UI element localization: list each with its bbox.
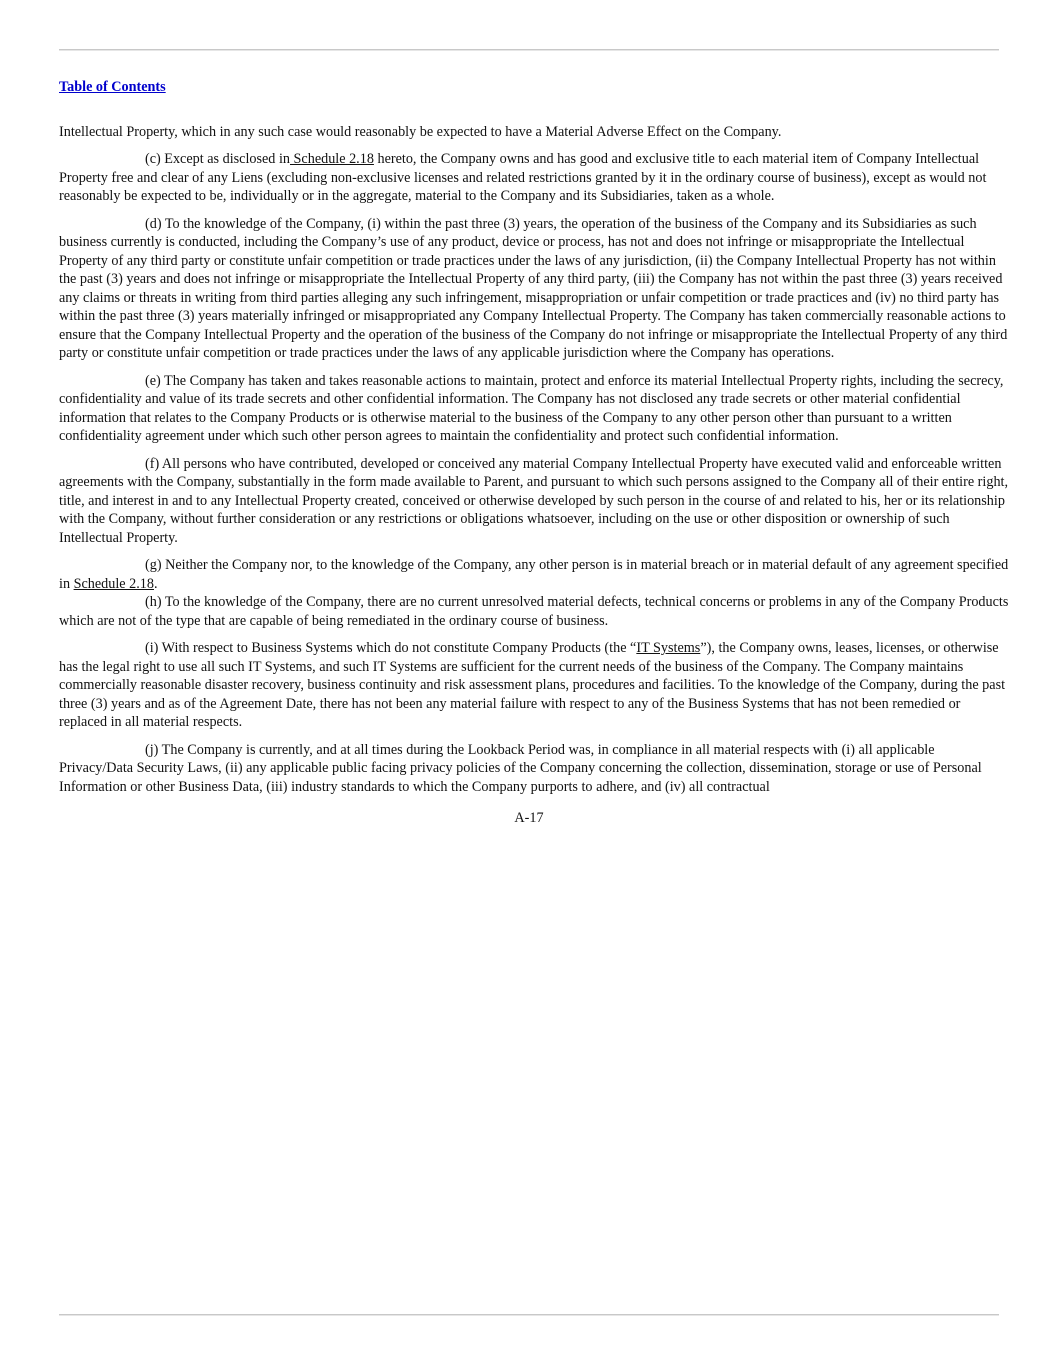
paragraph-h: (h) To the knowledge of the Company, there are no current unresolved material defects, technical concerns or problems in any of the Company Products which are not of the type that are capable of being remediated in the ordinary course of business. <box>59 594 1009 629</box>
table-of-contents-link[interactable]: Table of Contents <box>59 79 166 95</box>
it-systems-term: IT Systems <box>636 640 701 656</box>
paragraph-i <box>59 639 1009 732</box>
paragraph-g-text: (g) Neither the Company nor, to the knowledge of the Company, any other person is in material breach or in material default of any agreement specified in <box>59 557 1009 592</box>
paragraph-e: (e) The Company has taken and takes reasonable actions to maintain, protect and enforce its material Intellectual Property rights, including the secrecy, confidentiality and value of its trade secrets and other confidential information. The Company has not disclosed any trade secrets or other material confidential information that relates to the Company Products or is otherwise material to the business of the Company to any other person other than pursuant to a written confidentiality agreement under which such other person agrees to maintain the confidentiality and protect such confidential information. <box>59 372 1004 444</box>
paragraph-j: (j) The Company is currently, and at all times during the Lookback Period was, in compliance in all material respects with (i) all applicable Privacy/Data Security Laws, (ii) any applicable public facing privacy policies of the Company concerning the collection, dissemination, storage or use of Personal Information or other Business Data, (iii) industry standards to which the Company purports to adhere, and (iv) all contractual <box>59 741 982 795</box>
paragraph-c <box>59 150 1009 206</box>
bottom-divider <box>59 1314 999 1315</box>
document-page <box>59 78 1009 828</box>
paragraph-continuation: Intellectual Property, which in any such case would reasonably be expected to have a Material Adverse Effect on the Company. <box>59 123 782 140</box>
paragraph-g-end: . <box>153 575 158 592</box>
top-divider <box>59 49 999 50</box>
paragraph-i-text: (i) With respect to Business Systems which do not constitute Company Products (the “ <box>145 640 637 656</box>
paragraph-i-text-rest: ”), the Company owns, leases, licenses, or otherwise has the legal right to use all such IT Systems, and such IT Systems are sufficient for the current needs of the business of the Company. The Company maintains commercially reasonable disaster recovery, business continuity and risk assessment plans, procedures and facilities. To the knowledge of the Company, during the past three (3) years and as of the Agreement Date, there has not been any material failure with respect to any of the Business Systems that has not been remedied or replaced in all material respects. <box>59 640 1006 730</box>
paragraph-c-text: (c) Except as disclosed in <box>145 151 290 167</box>
paragraph-d: (d) To the knowledge of the Company, (i) within the past three (3) years, the operation of the business of the Company and its Subsidiaries as such business currently is conducted, including the Company’s use of any product, device or process, has not and does not infringe or misappropriate the Intellectual Property of any third party or constitute unfair competition or trade practices under the laws of any jurisdiction, (ii) the Company Intellectual Property has not within the past (3) years and does not infringe or misappropriate the Intellectual Property of any third party, (iii) the Company has not within the past three (3) years received any claims or threats in writing from third parties alleging any such infringement, misappropriation or unfair competition or trade practices and (iv) no third party has within the past three (3) years materially infringed or misappropriated any Company Intellectual Property. The Company has taken commercially reasonable actions to ensure that the Company Intellectual Property and the operation of the business of the Company do not infringe or misappropriate the Intellectual Property of any third party or constitute unfair competition or trade practices under the laws of any applicable jurisdiction where the Company has operations. <box>59 215 1008 361</box>
page-number: A-17 <box>514 810 544 826</box>
schedule-2-18-reference-g: Schedule 2.18 <box>73 575 154 592</box>
paragraph-f: (f) All persons who have contributed, developed or conceived any material Company Intellectual Property have executed valid and enforceable written agreements with the Company, substantially in the form made available to Parent, and pursuant to which such persons assigned to the Company all of their entire right, title, and interest in and to any Intellectual Property created, conceived or otherwise developed by such person in the course of and related to his, her or its relationship with the Company, without further consideration or any restrictions or obligations whatsoever, including on the use or other disposition or ownership of such Intellectual Property. <box>59 455 1009 546</box>
schedule-2-18-reference: Schedule 2.18 <box>289 151 374 167</box>
paragraph-g <box>59 556 1009 593</box>
paragraph-c-text-rest: hereto, the Company owns and has good and exclusive title to each material item of Company Intellectual Property free and clear of any Liens (excluding non-exclusive licenses and related restrictions granted by it in the ordinary course of business), except as would not reasonably be expected to be, individually or in the aggregate, material to the Company and its Subsidiaries, taken as a whole. <box>59 151 987 204</box>
